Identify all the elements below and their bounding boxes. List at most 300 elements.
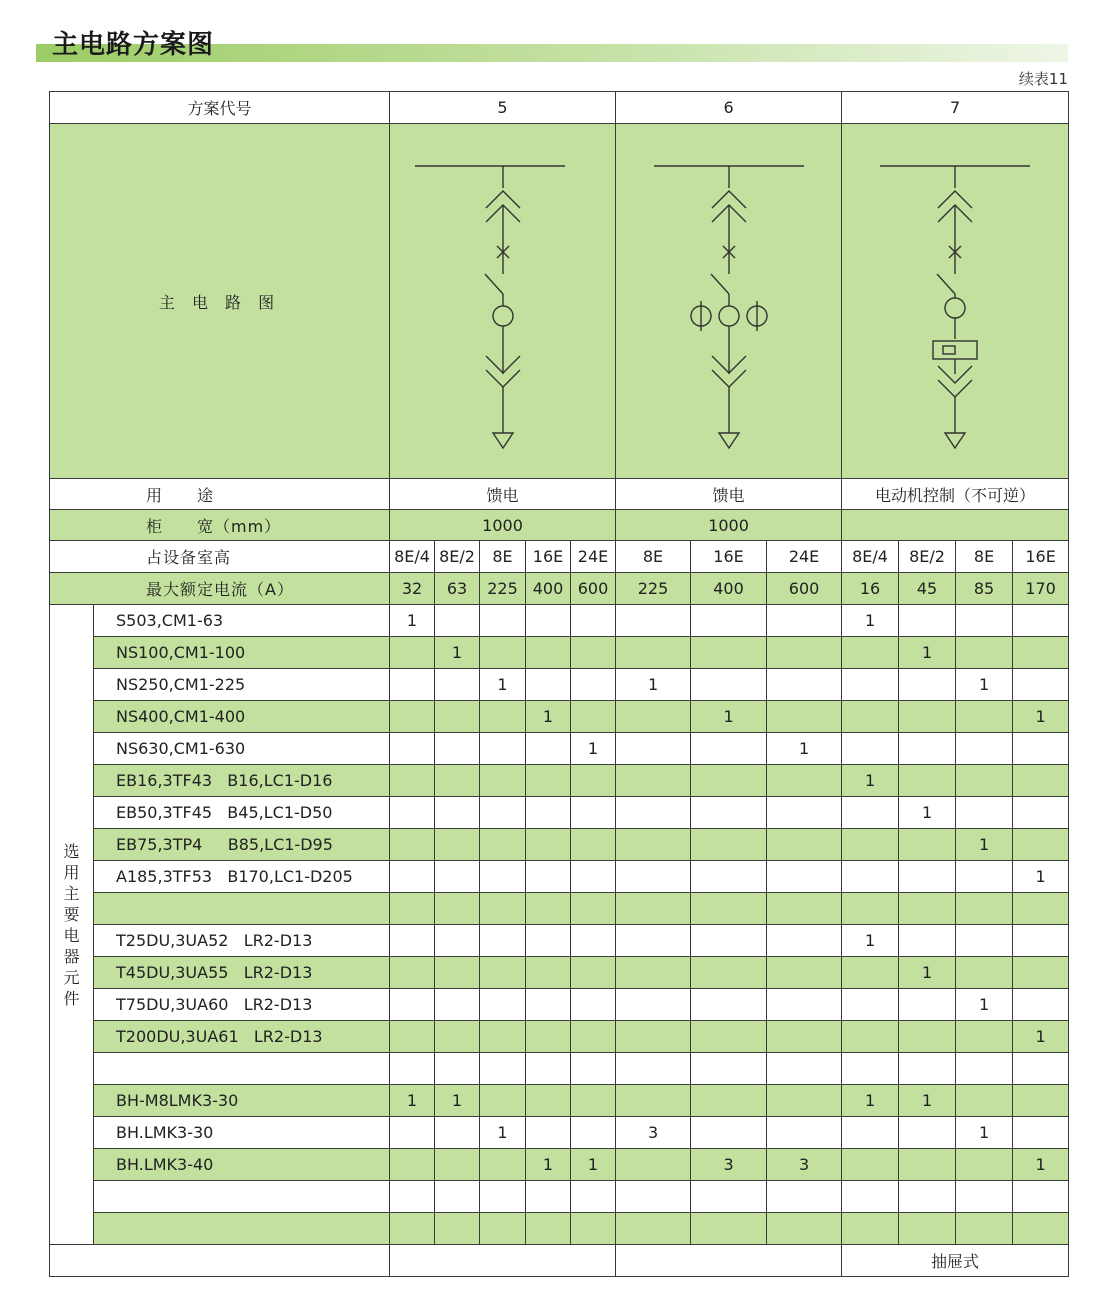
usage-row	[50, 479, 1069, 510]
quantity-cell	[1013, 925, 1069, 957]
quantity-cell	[435, 733, 480, 765]
quantity-cell	[1013, 1085, 1069, 1117]
quantity-cell	[571, 797, 616, 829]
quantity-cell	[899, 829, 956, 861]
cabinet-width-6: 1000	[616, 510, 842, 541]
quantity-cell: 1	[899, 1085, 956, 1117]
quantity-cell: 3	[691, 1149, 767, 1181]
quantity-cell	[616, 861, 691, 893]
quantity-cell	[956, 637, 1013, 669]
quantity-cell	[842, 1021, 899, 1053]
quantity-cell	[956, 1085, 1013, 1117]
quantity-cell: 1	[899, 637, 956, 669]
quantity-cell: 1	[435, 637, 480, 669]
quantity-cell	[1013, 989, 1069, 1021]
component-name: S503,CM1-63	[94, 605, 390, 637]
quantity-cell	[390, 637, 435, 669]
quantity-cell	[899, 861, 956, 893]
quantity-cell	[571, 861, 616, 893]
component-name	[94, 893, 390, 925]
height-cell: 16E	[1013, 541, 1069, 573]
circuit-diagram-7	[842, 124, 1069, 479]
quantity-cell: 1	[480, 669, 526, 701]
quantity-cell	[571, 1085, 616, 1117]
current-cell: 170	[1013, 573, 1069, 605]
quantity-cell	[526, 925, 571, 957]
quantity-cell	[842, 1181, 899, 1213]
footer-cell	[616, 1245, 842, 1277]
quantity-cell	[435, 829, 480, 861]
quantity-cell	[691, 1181, 767, 1213]
height-cell: 8E/4	[390, 541, 435, 573]
component-name: EB75,3TP4 B85,LC1-D95	[94, 829, 390, 861]
component-name: NS630,CM1-630	[94, 733, 390, 765]
quantity-cell	[526, 1181, 571, 1213]
quantity-cell	[526, 669, 571, 701]
quantity-cell	[899, 925, 956, 957]
quantity-cell	[691, 1053, 767, 1085]
footer-row	[50, 1245, 1069, 1277]
quantity-cell	[842, 957, 899, 989]
quantity-cell	[526, 637, 571, 669]
quantity-cell: 1	[899, 797, 956, 829]
quantity-cell	[616, 1149, 691, 1181]
quantity-cell	[842, 893, 899, 925]
circuit-diagram-6	[616, 124, 842, 479]
quantity-cell	[616, 637, 691, 669]
quantity-cell	[571, 829, 616, 861]
quantity-cell	[956, 957, 1013, 989]
quantity-cell	[956, 701, 1013, 733]
quantity-cell: 1	[842, 765, 899, 797]
current-cell: 600	[571, 573, 616, 605]
quantity-cell: 1	[691, 701, 767, 733]
diagram-label: 主 电 路 图	[50, 124, 390, 479]
quantity-cell	[390, 861, 435, 893]
usage-label: 用 途	[50, 479, 390, 510]
quantity-cell	[390, 733, 435, 765]
component-row	[50, 1117, 1069, 1149]
quantity-cell	[435, 765, 480, 797]
quantity-cell	[435, 669, 480, 701]
main-circuit-table	[49, 91, 1069, 1277]
quantity-cell	[526, 1117, 571, 1149]
quantity-cell	[480, 989, 526, 1021]
quantity-cell	[899, 1117, 956, 1149]
quantity-cell	[1013, 1053, 1069, 1085]
component-row	[50, 989, 1069, 1021]
component-row	[50, 1085, 1069, 1117]
height-cell: 24E	[767, 541, 842, 573]
quantity-cell	[691, 669, 767, 701]
quantity-cell	[767, 701, 842, 733]
quantity-cell	[480, 797, 526, 829]
quantity-cell	[480, 1149, 526, 1181]
quantity-cell	[899, 669, 956, 701]
scheme-number-label: 方案代号	[50, 92, 390, 124]
quantity-cell	[526, 1085, 571, 1117]
quantity-cell	[691, 989, 767, 1021]
current-cell: 16	[842, 573, 899, 605]
quantity-cell	[390, 1213, 435, 1245]
quantity-cell	[526, 1053, 571, 1085]
quantity-cell	[616, 957, 691, 989]
quantity-cell	[435, 1117, 480, 1149]
quantity-cell: 1	[526, 701, 571, 733]
quantity-cell: 1	[956, 669, 1013, 701]
quantity-cell	[480, 829, 526, 861]
current-cell: 45	[899, 573, 956, 605]
component-name	[94, 1213, 390, 1245]
quantity-cell	[956, 1181, 1013, 1213]
quantity-cell	[435, 1053, 480, 1085]
quantity-cell	[767, 989, 842, 1021]
quantity-cell	[480, 1053, 526, 1085]
quantity-cell	[842, 797, 899, 829]
quantity-cell	[1013, 605, 1069, 637]
component-name: NS100,CM1-100	[94, 637, 390, 669]
quantity-cell	[571, 605, 616, 637]
quantity-cell	[616, 1213, 691, 1245]
quantity-cell	[767, 797, 842, 829]
quantity-cell	[899, 893, 956, 925]
quantity-cell	[842, 669, 899, 701]
quantity-cell	[956, 1053, 1013, 1085]
quantity-cell	[691, 861, 767, 893]
quantity-cell	[691, 829, 767, 861]
current-cell: 600	[767, 573, 842, 605]
scheme-number-row	[50, 92, 1069, 124]
quantity-cell	[526, 861, 571, 893]
component-row	[50, 1021, 1069, 1053]
quantity-cell	[616, 1053, 691, 1085]
quantity-cell	[480, 733, 526, 765]
quantity-cell	[616, 1021, 691, 1053]
quantity-cell	[526, 733, 571, 765]
height-cell: 8E	[956, 541, 1013, 573]
cabinet-width-row	[50, 510, 1069, 541]
quantity-cell	[571, 1021, 616, 1053]
quantity-cell	[956, 733, 1013, 765]
quantity-cell	[571, 637, 616, 669]
components-side-text: 选用主要电器元件	[63, 841, 80, 1008]
quantity-cell	[616, 797, 691, 829]
quantity-cell	[767, 1117, 842, 1149]
component-row	[50, 701, 1069, 733]
height-label: 占设备室高	[50, 541, 390, 573]
current-cell: 85	[956, 573, 1013, 605]
continued-label: 续表11	[1018, 70, 1068, 88]
quantity-cell: 3	[767, 1149, 842, 1181]
quantity-cell	[842, 1053, 899, 1085]
quantity-cell	[390, 669, 435, 701]
page-title: 主电路方案图	[52, 30, 215, 60]
scheme-7: 7	[842, 92, 1069, 124]
height-cell: 24E	[571, 541, 616, 573]
quantity-cell	[767, 637, 842, 669]
quantity-cell: 1	[571, 733, 616, 765]
component-row	[50, 829, 1069, 861]
component-row	[50, 605, 1069, 637]
quantity-cell	[480, 1021, 526, 1053]
quantity-cell: 1	[390, 1085, 435, 1117]
quantity-cell: 1	[767, 733, 842, 765]
component-name: T200DU,3UA61 LR2-D13	[94, 1021, 390, 1053]
quantity-cell	[767, 861, 842, 893]
quantity-cell	[435, 701, 480, 733]
quantity-cell	[842, 1117, 899, 1149]
quantity-cell	[691, 1085, 767, 1117]
height-cell: 16E	[691, 541, 767, 573]
quantity-cell	[691, 1117, 767, 1149]
quantity-cell	[526, 797, 571, 829]
quantity-cell	[526, 829, 571, 861]
quantity-cell: 1	[1013, 701, 1069, 733]
quantity-cell	[435, 925, 480, 957]
quantity-cell	[767, 669, 842, 701]
quantity-cell: 1	[899, 957, 956, 989]
quantity-cell	[691, 925, 767, 957]
quantity-cell: 1	[435, 1085, 480, 1117]
quantity-cell	[956, 797, 1013, 829]
quantity-cell	[616, 1085, 691, 1117]
quantity-cell: 1	[526, 1149, 571, 1181]
height-row	[50, 541, 1069, 573]
current-row	[50, 573, 1069, 605]
quantity-cell	[1013, 733, 1069, 765]
quantity-cell	[526, 765, 571, 797]
quantity-cell	[390, 989, 435, 1021]
quantity-cell	[526, 605, 571, 637]
quantity-cell	[899, 733, 956, 765]
component-name	[94, 1053, 390, 1085]
quantity-cell	[435, 605, 480, 637]
quantity-cell	[390, 797, 435, 829]
components-side-label	[50, 605, 94, 1245]
quantity-cell	[899, 1053, 956, 1085]
quantity-cell: 1	[956, 829, 1013, 861]
quantity-cell	[767, 765, 842, 797]
drawer-type-label: 抽屉式	[842, 1245, 1069, 1277]
quantity-cell	[899, 605, 956, 637]
quantity-cell	[526, 1021, 571, 1053]
component-row	[50, 765, 1069, 797]
quantity-cell	[616, 925, 691, 957]
quantity-cell	[435, 1149, 480, 1181]
quantity-cell	[1013, 957, 1069, 989]
quantity-cell: 1	[616, 669, 691, 701]
quantity-cell	[767, 1213, 842, 1245]
quantity-cell: 1	[571, 1149, 616, 1181]
usage-7: 电动机控制（不可逆）	[842, 479, 1069, 510]
height-cell: 8E/2	[435, 541, 480, 573]
quantity-cell	[691, 765, 767, 797]
component-name: BH.LMK3-40	[94, 1149, 390, 1181]
quantity-cell	[435, 1213, 480, 1245]
quantity-cell	[842, 733, 899, 765]
component-row	[50, 637, 1069, 669]
quantity-cell	[899, 701, 956, 733]
quantity-cell	[956, 605, 1013, 637]
max-current-label: 最大额定电流（A）	[50, 573, 390, 605]
quantity-cell	[480, 925, 526, 957]
component-row	[50, 925, 1069, 957]
quantity-cell	[1013, 765, 1069, 797]
quantity-cell	[390, 1149, 435, 1181]
quantity-cell	[899, 1149, 956, 1181]
quantity-cell	[691, 733, 767, 765]
quantity-cell	[956, 1213, 1013, 1245]
quantity-cell	[571, 1053, 616, 1085]
quantity-cell	[767, 925, 842, 957]
component-name: NS400,CM1-400	[94, 701, 390, 733]
component-name	[94, 1181, 390, 1213]
footer-cell	[50, 1245, 390, 1277]
circuit-diagram-5	[390, 124, 616, 479]
quantity-cell	[956, 1021, 1013, 1053]
quantity-cell: 1	[480, 1117, 526, 1149]
quantity-cell	[842, 989, 899, 1021]
quantity-cell	[526, 989, 571, 1021]
quantity-cell	[691, 1213, 767, 1245]
quantity-cell	[571, 1213, 616, 1245]
quantity-cell: 1	[1013, 1149, 1069, 1181]
quantity-cell	[616, 1181, 691, 1213]
component-row	[50, 957, 1069, 989]
quantity-cell	[616, 605, 691, 637]
quantity-cell: 1	[842, 605, 899, 637]
quantity-cell	[899, 1213, 956, 1245]
quantity-cell	[571, 669, 616, 701]
quantity-cell: 1	[842, 925, 899, 957]
quantity-cell	[480, 701, 526, 733]
quantity-cell	[390, 1021, 435, 1053]
quantity-cell	[767, 1085, 842, 1117]
component-name: A185,3TF53 B170,LC1-D205	[94, 861, 390, 893]
quantity-cell	[842, 1213, 899, 1245]
quantity-cell	[480, 861, 526, 893]
quantity-cell	[956, 861, 1013, 893]
component-row	[50, 1181, 1069, 1213]
height-cell: 8E	[616, 541, 691, 573]
height-cell: 8E/4	[842, 541, 899, 573]
scheme-6: 6	[616, 92, 842, 124]
quantity-cell	[842, 829, 899, 861]
current-cell: 32	[390, 573, 435, 605]
quantity-cell: 1	[956, 1117, 1013, 1149]
quantity-cell	[390, 957, 435, 989]
component-row	[50, 1149, 1069, 1181]
quantity-cell	[571, 893, 616, 925]
quantity-cell: 1	[842, 1085, 899, 1117]
quantity-cell	[691, 605, 767, 637]
quantity-cell	[571, 701, 616, 733]
quantity-cell	[767, 957, 842, 989]
quantity-cell	[691, 957, 767, 989]
quantity-cell	[767, 1021, 842, 1053]
quantity-cell: 3	[616, 1117, 691, 1149]
quantity-cell	[899, 989, 956, 1021]
quantity-cell	[956, 893, 1013, 925]
quantity-cell	[435, 1021, 480, 1053]
quantity-cell	[390, 893, 435, 925]
component-name: BH-M8LMK3-30	[94, 1085, 390, 1117]
quantity-cell	[767, 893, 842, 925]
quantity-cell	[899, 1021, 956, 1053]
quantity-cell	[435, 893, 480, 925]
diagram-row	[50, 124, 1069, 479]
cabinet-width-label: 柜 宽（mm）	[50, 510, 390, 541]
component-row	[50, 669, 1069, 701]
usage-6: 馈电	[616, 479, 842, 510]
quantity-cell	[691, 1021, 767, 1053]
quantity-cell	[767, 605, 842, 637]
current-cell: 225	[616, 573, 691, 605]
quantity-cell	[571, 765, 616, 797]
quantity-cell	[435, 861, 480, 893]
quantity-cell	[691, 797, 767, 829]
component-name: EB16,3TF43 B16,LC1-D16	[94, 765, 390, 797]
quantity-cell	[1013, 797, 1069, 829]
quantity-cell	[842, 861, 899, 893]
component-name: T25DU,3UA52 LR2-D13	[94, 925, 390, 957]
quantity-cell	[767, 1181, 842, 1213]
quantity-cell	[899, 765, 956, 797]
component-row	[50, 861, 1069, 893]
quantity-cell	[390, 829, 435, 861]
quantity-cell	[435, 957, 480, 989]
quantity-cell: 1	[1013, 861, 1069, 893]
height-cell: 16E	[526, 541, 571, 573]
quantity-cell	[390, 1053, 435, 1085]
quantity-cell	[1013, 1181, 1069, 1213]
current-cell: 225	[480, 573, 526, 605]
current-cell: 400	[691, 573, 767, 605]
quantity-cell	[390, 701, 435, 733]
quantity-cell	[691, 637, 767, 669]
quantity-cell	[480, 1085, 526, 1117]
quantity-cell	[390, 1181, 435, 1213]
quantity-cell	[435, 989, 480, 1021]
quantity-cell	[616, 829, 691, 861]
component-row	[50, 797, 1069, 829]
quantity-cell	[842, 1149, 899, 1181]
component-name: NS250,CM1-225	[94, 669, 390, 701]
quantity-cell	[767, 1053, 842, 1085]
quantity-cell	[956, 765, 1013, 797]
quantity-cell	[435, 797, 480, 829]
quantity-cell	[480, 893, 526, 925]
component-row	[50, 893, 1069, 925]
quantity-cell	[571, 925, 616, 957]
height-cell: 8E	[480, 541, 526, 573]
quantity-cell	[616, 733, 691, 765]
component-name: T75DU,3UA60 LR2-D13	[94, 989, 390, 1021]
quantity-cell	[1013, 669, 1069, 701]
quantity-cell	[616, 701, 691, 733]
quantity-cell	[1013, 637, 1069, 669]
quantity-cell	[691, 893, 767, 925]
quantity-cell	[571, 1117, 616, 1149]
component-name: EB50,3TF45 B45,LC1-D50	[94, 797, 390, 829]
height-cell: 8E/2	[899, 541, 956, 573]
quantity-cell	[526, 893, 571, 925]
quantity-cell	[480, 1213, 526, 1245]
quantity-cell	[899, 1181, 956, 1213]
quantity-cell	[390, 765, 435, 797]
quantity-cell	[956, 925, 1013, 957]
quantity-cell	[616, 989, 691, 1021]
